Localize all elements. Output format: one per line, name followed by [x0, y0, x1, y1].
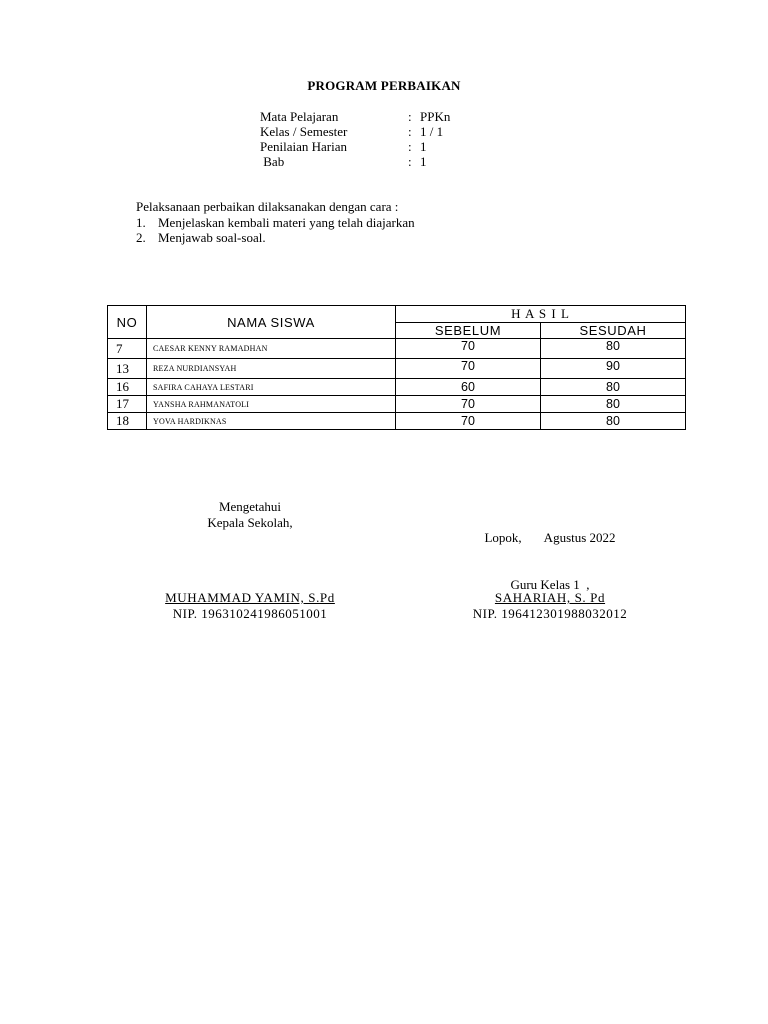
info-label: Kelas / Semester: [260, 124, 348, 139]
intro-item-text: Menjawab soal-soal.: [158, 230, 266, 245]
info-value: 1 / 1: [420, 124, 444, 139]
cell-before: 70: [396, 359, 541, 379]
header-after: SESUDAH: [541, 323, 686, 339]
header-before: SEBELUM: [396, 323, 541, 339]
cell-student-name: CAESAR KENNY RAMADHAN: [147, 339, 396, 359]
cell-before: 70: [396, 396, 541, 413]
cell-before: 70: [396, 339, 541, 359]
place-date: Lopok, Agustus 2022: [484, 530, 616, 545]
header-no: NO: [108, 306, 147, 339]
cell-before: 60: [396, 379, 541, 396]
info-block: [260, 109, 450, 169]
cell-student-name: YOVA HARDIKNAS: [147, 413, 396, 430]
document-title: PROGRAM PERBAIKAN: [307, 78, 461, 93]
cell-no: 16: [108, 379, 147, 396]
info-row-assessment: [260, 139, 450, 154]
results-table: [107, 305, 686, 430]
intro-item: [136, 230, 415, 246]
header-result: H A S I L: [396, 306, 686, 323]
info-separator: :: [408, 124, 412, 139]
cell-student-name: REZA NURDIANSYAH: [147, 359, 396, 379]
intro-item-text: Menjelaskan kembali materi yang telah diajarkan: [158, 214, 415, 230]
intro-item: [136, 215, 415, 231]
info-row-subject: [260, 109, 450, 124]
info-label: Mata Pelajaran: [260, 109, 339, 124]
intro-item-number: 2.: [136, 230, 146, 245]
cell-after: 80: [541, 339, 686, 359]
table-row: [108, 359, 686, 379]
principal-nip: NIP. 196310241986051001: [172, 605, 328, 621]
cell-no: 13: [108, 359, 147, 379]
intro-block: [136, 199, 415, 246]
principal-identity: [130, 590, 370, 621]
info-value: 1: [420, 154, 427, 169]
info-row-class: [260, 124, 450, 139]
info-label: Bab: [260, 154, 285, 169]
info-label: Penilaian Harian: [260, 139, 347, 154]
cell-before: 70: [396, 413, 541, 430]
info-separator: :: [408, 139, 412, 154]
table-row: [108, 413, 686, 430]
cell-after: 90: [541, 359, 686, 379]
principal-signature-block: [150, 499, 350, 530]
info-separator: :: [408, 154, 412, 169]
teacher-identity: [430, 590, 670, 621]
cell-no: 18: [108, 413, 147, 430]
principal-name: MUHAMMAD YAMIN, S.Pd: [165, 590, 335, 605]
header-student-name: NAMA SISWA: [147, 306, 396, 339]
table-row: [108, 379, 686, 396]
teacher-nip: NIP. 196412301988032012: [472, 605, 628, 621]
teacher-title: Guru Kelas 1 ,: [510, 576, 590, 592]
cell-no: 17: [108, 396, 147, 413]
info-value: PPKn: [420, 109, 451, 124]
cell-after: 80: [541, 413, 686, 430]
cell-after: 80: [541, 379, 686, 396]
cell-no: 7: [108, 339, 147, 359]
info-value: 1: [420, 139, 427, 154]
intro-item-number: 1.: [136, 214, 146, 230]
principal-title: Kepala Sekolah,: [207, 514, 293, 530]
teacher-name: SAHARIAH, S. Pd: [494, 590, 606, 605]
cell-student-name: YANSHA RAHMANATOLI: [147, 396, 396, 413]
intro-lead: Pelaksanaan perbaikan dilaksanakan dengan cara :: [136, 199, 399, 214]
acknowledged-label: Mengetahui: [218, 499, 282, 514]
table-row: [108, 396, 686, 413]
info-row-chapter: [260, 154, 450, 169]
cell-after: 80: [541, 396, 686, 413]
info-separator: :: [408, 109, 412, 124]
table-row: [108, 339, 686, 359]
cell-student-name: SAFIRA CAHAYA LESTARI: [147, 379, 396, 396]
